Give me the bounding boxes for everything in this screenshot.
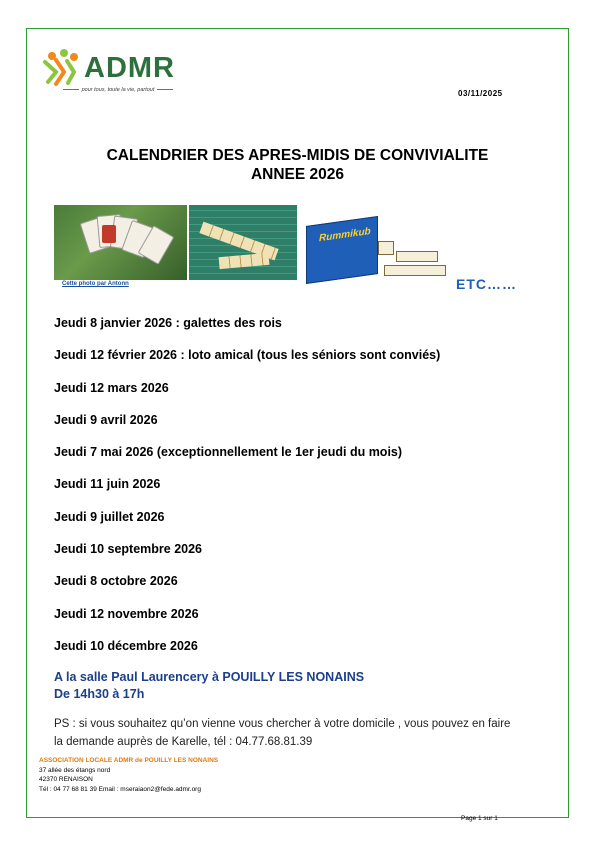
- ps-line-2: la demande auprès de Karelle, tél : 04.77.68.81.39: [54, 736, 313, 748]
- list-item: Jeudi 11 juin 2026: [54, 477, 161, 492]
- venue-info: [54, 669, 364, 703]
- venue-hours: De 14h30 à 17h: [54, 687, 145, 701]
- ps-note: [54, 715, 534, 751]
- list-item: Jeudi 8 octobre 2026: [54, 574, 178, 589]
- list-item: Jeudi 8 janvier 2026 : galettes des rois: [54, 316, 282, 330]
- list-item: Jeudi 9 avril 2026: [54, 412, 158, 427]
- list-item: Jeudi 9 juillet 2026: [54, 509, 165, 524]
- playing-cards-image: [54, 205, 187, 280]
- list-item: Jeudi 10 décembre 2026: [54, 638, 198, 653]
- document-date: 03/11/2025: [458, 89, 503, 98]
- address-line-2: 42370 RENAISON: [39, 776, 93, 783]
- rummikub-image: Rummikub: [304, 213, 449, 285]
- footer-address: [39, 756, 218, 794]
- dates-list: [54, 316, 440, 671]
- address-line-1: 37 allée des étangs nord: [39, 766, 111, 774]
- list-item: Jeudi 10 septembre 2026: [54, 542, 202, 557]
- image-caption[interactable]: Cette photo par Antonn: [62, 281, 129, 287]
- ps-line-1: PS : si vous souhaitez qu’on vienne vous chercher à votre domicile , vous pouvez en faire: [54, 718, 511, 730]
- logo-tagline: pour tous, toute la vie, partout: [48, 87, 188, 93]
- list-item: Jeudi 7 mai 2026 (exceptionnellement le 1er jeudi du mois): [54, 445, 403, 460]
- logo-text: ADMR: [84, 52, 175, 84]
- list-item: Jeudi 12 novembre 2026: [54, 606, 199, 621]
- contact-line: Tél : 04 77 68 81 39 Email : mseraiaon2@fede.admr.org: [39, 785, 201, 793]
- title-line-1: CALENDRIER DES APRES-MIDIS DE CONVIVIALITE: [106, 147, 489, 164]
- title-line-2: ANNEE 2026: [250, 166, 345, 183]
- association-name: ASSOCIATION LOCALE ADMR de POUILLY LES NONAINS: [39, 757, 219, 764]
- page-number: Page 1 sur 1: [461, 815, 498, 822]
- venue-location: A la salle Paul Laurencery à POUILLY LES NONAINS: [54, 670, 365, 684]
- page-title: [0, 146, 595, 184]
- list-item: Jeudi 12 mars 2026: [54, 380, 169, 395]
- etc-label: ETC……: [456, 276, 517, 292]
- scrabble-image: [189, 205, 297, 280]
- list-item: Jeudi 12 février 2026 : loto amical (tous les séniors sont conviés): [54, 348, 441, 363]
